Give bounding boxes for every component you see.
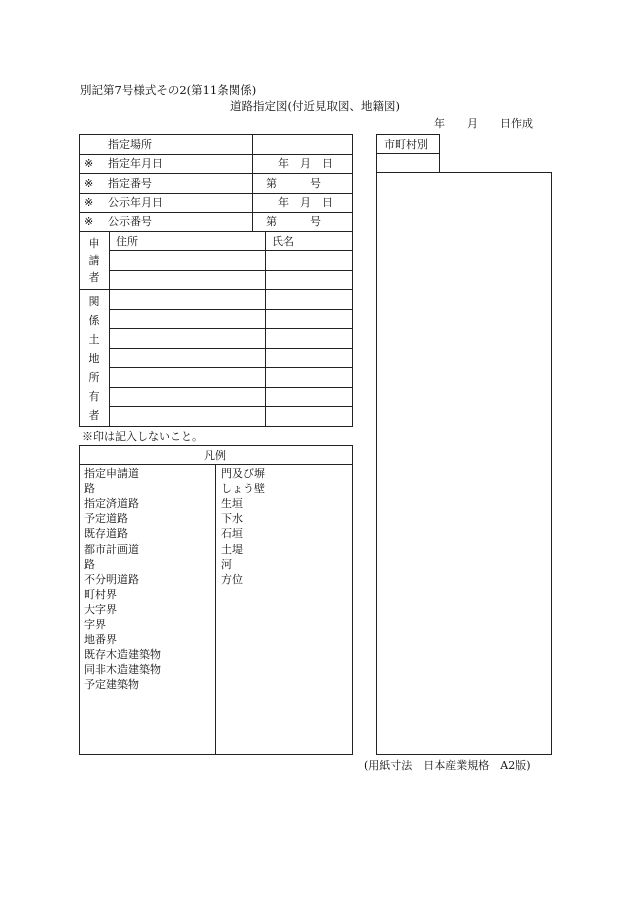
paper-size-note: (用紙寸法 日本産業規格 A2版) <box>364 759 531 772</box>
legend-left-item: 指定申請道 <box>84 467 139 480</box>
applicant-label-2: 請 <box>88 254 100 267</box>
info-label-designation-number: 指定番号 <box>108 177 152 190</box>
info-mark-designation-number: ※ <box>84 177 94 190</box>
info-value-notice-number: 第 号 <box>266 215 321 228</box>
owner-label-7: 者 <box>88 409 100 422</box>
info-value-designation-date: 年 月 日 <box>278 157 333 170</box>
legend-left-item: 既存道路 <box>84 527 128 541</box>
applicant-label-3: 者 <box>88 271 100 284</box>
legend-right-item: 方位 <box>221 572 243 586</box>
legend-left-item: 地番界 <box>84 633 117 647</box>
owner-label-6: 有 <box>88 390 100 403</box>
col-address-header: 住所 <box>116 235 138 248</box>
info-mark-designation-date: ※ <box>84 157 94 170</box>
owner-label-2: 係 <box>88 314 100 327</box>
info-mark-notice-number: ※ <box>84 215 94 228</box>
legend-right-item: 石垣 <box>221 527 243 541</box>
legend-left-item: 同非木造建築物 <box>84 663 161 677</box>
legend-left-item: 大字界 <box>84 602 117 616</box>
legend-right-item: 下水 <box>221 512 243 526</box>
legend-left-item: 路 <box>84 557 95 571</box>
legend-left-item: 予定道路 <box>84 512 128 526</box>
legend-left-item: 町村界 <box>84 587 117 601</box>
info-label-notice-date: 公示年月日 <box>108 196 163 209</box>
city-label: 市町村別 <box>384 138 428 151</box>
owner-label-5: 所 <box>88 371 100 384</box>
info-value-designation-number: 第 号 <box>266 177 321 190</box>
info-label-designation-date: 指定年月日 <box>108 157 163 170</box>
legend-right-item: 生垣 <box>221 497 243 511</box>
legend-title: 凡例 <box>204 449 226 462</box>
legend-left-item: 指定済道路 <box>84 497 139 511</box>
owner-label-4: 地 <box>88 352 100 365</box>
legend-right-item: 門及び塀 <box>221 467 265 480</box>
legend-left-item: 路 <box>84 482 95 496</box>
info-label-notice-number: 公示番号 <box>108 215 152 228</box>
form-title: 道路指定図(付近見取図、地籍図) <box>230 99 400 113</box>
info-value-notice-date: 年 月 日 <box>278 196 333 209</box>
note-text: ※印は記入しないこと。 <box>82 430 203 443</box>
applicant-label-1: 申 <box>88 237 100 250</box>
legend-right-item: 河 <box>221 557 232 571</box>
date-created: 年 月 日作成 <box>434 117 533 130</box>
info-mark-notice-date: ※ <box>84 196 94 209</box>
form-number: 別記第7号様式その2(第11条関係) <box>80 83 257 97</box>
info-label-place: 指定場所 <box>108 138 152 151</box>
legend-left-item: 不分明道路 <box>84 572 139 586</box>
legend-left-item: 字界 <box>84 618 106 631</box>
owner-label-1: 関 <box>88 295 100 308</box>
map-area-border <box>377 173 552 755</box>
legend-right-item: しょう壁 <box>221 482 265 496</box>
col-name-header: 氏名 <box>272 235 294 248</box>
legend-right-item: 土堤 <box>221 542 243 556</box>
owner-label-3: 土 <box>88 333 100 346</box>
legend-left-item: 既存木造建築物 <box>84 648 161 662</box>
legend-left-item: 予定建築物 <box>84 678 139 692</box>
legend-left-item: 都市計画道 <box>84 542 139 556</box>
